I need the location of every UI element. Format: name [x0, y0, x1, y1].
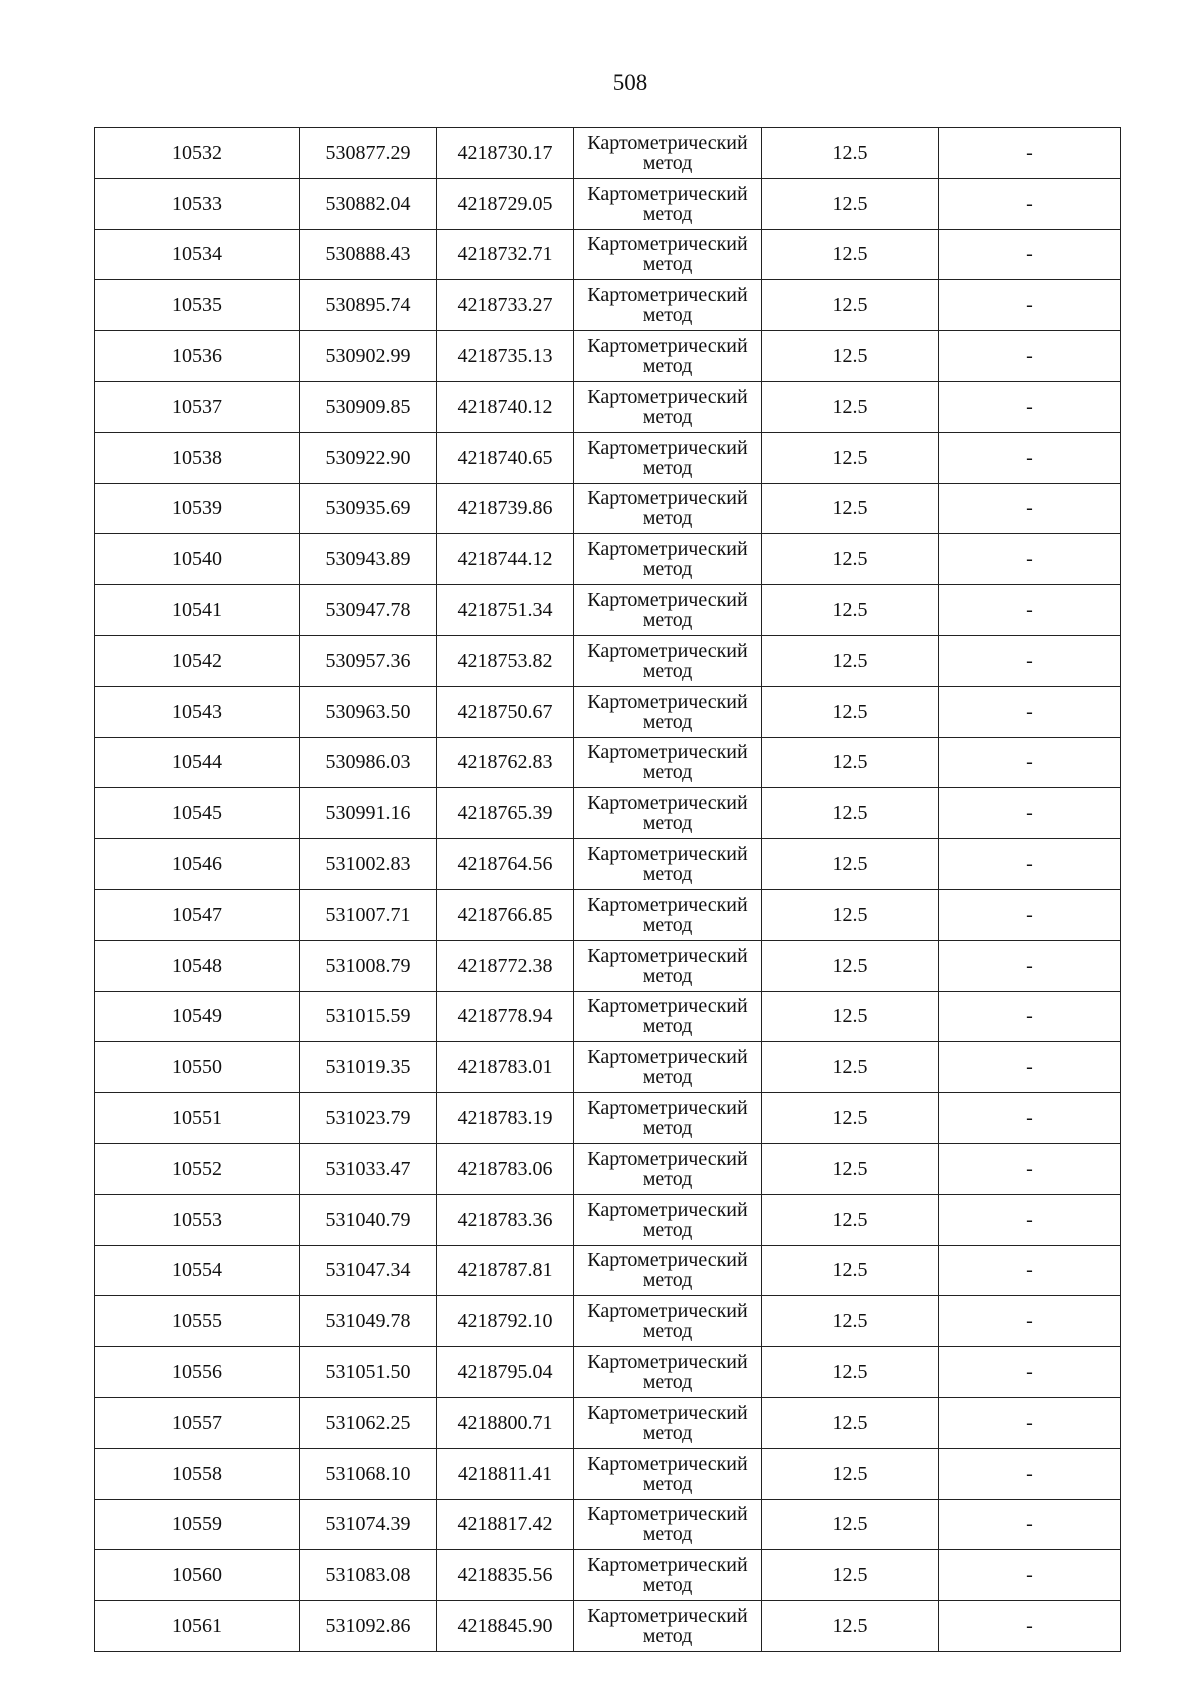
point-id-cell: 10535 [95, 280, 300, 331]
method-line-2: метод [642, 151, 693, 174]
precision-cell: 12.5 [762, 1245, 939, 1296]
precision-cell: 12.5 [762, 585, 939, 636]
method-cell [574, 1093, 762, 1144]
y-coordinate-cell: 4218783.36 [437, 1194, 574, 1245]
table-row [95, 788, 1121, 839]
y-coordinate-cell: 4218751.34 [437, 585, 574, 636]
method-cell [574, 381, 762, 432]
method-line-2: метод [642, 1320, 693, 1343]
table-row [95, 1601, 1121, 1652]
x-coordinate-cell: 530963.50 [300, 686, 437, 737]
table-row [95, 686, 1121, 737]
method-line-2: метод [642, 1269, 693, 1292]
precision-cell: 12.5 [762, 1296, 939, 1347]
note-cell: - [939, 280, 1121, 331]
method-cell [574, 1143, 762, 1194]
method-line-2: метод [642, 253, 693, 276]
x-coordinate-cell: 531049.78 [300, 1296, 437, 1347]
precision-cell: 12.5 [762, 178, 939, 229]
table-row [95, 534, 1121, 585]
method-line-1: Картометрический [587, 233, 748, 256]
table-row [95, 585, 1121, 636]
method-cell [574, 889, 762, 940]
x-coordinate-cell: 531051.50 [300, 1347, 437, 1398]
method-line-1: Картометрический [587, 385, 748, 408]
table-row [95, 1550, 1121, 1601]
method-cell [574, 788, 762, 839]
y-coordinate-cell: 4218730.17 [437, 128, 574, 179]
note-cell: - [939, 1601, 1121, 1652]
table-row [95, 381, 1121, 432]
x-coordinate-cell: 530902.99 [300, 331, 437, 382]
note-cell: - [939, 381, 1121, 432]
y-coordinate-cell: 4218753.82 [437, 635, 574, 686]
y-coordinate-cell: 4218729.05 [437, 178, 574, 229]
method-line-1: Картометрический [587, 1097, 748, 1120]
point-id-cell: 10553 [95, 1194, 300, 1245]
note-cell: - [939, 889, 1121, 940]
table-row [95, 1347, 1121, 1398]
method-cell [574, 1347, 762, 1398]
method-line-2: метод [642, 1117, 693, 1140]
method-line-1: Картометрический [587, 1300, 748, 1323]
table-row [95, 1296, 1121, 1347]
table-row [95, 1042, 1121, 1093]
note-cell: - [939, 1194, 1121, 1245]
note-cell: - [939, 1093, 1121, 1144]
precision-cell: 12.5 [762, 1194, 939, 1245]
x-coordinate-cell: 531092.86 [300, 1601, 437, 1652]
table-row [95, 432, 1121, 483]
precision-cell: 12.5 [762, 1448, 939, 1499]
y-coordinate-cell: 4218778.94 [437, 991, 574, 1042]
precision-cell: 12.5 [762, 1499, 939, 1550]
precision-cell: 12.5 [762, 686, 939, 737]
table-row [95, 1194, 1121, 1245]
x-coordinate-cell: 530909.85 [300, 381, 437, 432]
method-line-1: Картометрический [587, 436, 748, 459]
method-line-2: метод [642, 304, 693, 327]
method-cell [574, 1550, 762, 1601]
point-id-cell: 10555 [95, 1296, 300, 1347]
method-line-1: Картометрический [587, 1554, 748, 1577]
x-coordinate-cell: 530895.74 [300, 280, 437, 331]
method-line-2: метод [642, 1472, 693, 1495]
x-coordinate-cell: 531040.79 [300, 1194, 437, 1245]
method-line-1: Картометрический [587, 1147, 748, 1170]
table-row [95, 178, 1121, 229]
precision-cell: 12.5 [762, 889, 939, 940]
y-coordinate-cell: 4218740.65 [437, 432, 574, 483]
precision-cell: 12.5 [762, 381, 939, 432]
table-row [95, 483, 1121, 534]
y-coordinate-cell: 4218750.67 [437, 686, 574, 737]
method-cell [574, 1245, 762, 1296]
point-id-cell: 10542 [95, 635, 300, 686]
y-coordinate-cell: 4218835.56 [437, 1550, 574, 1601]
coordinates-table [94, 127, 1121, 1652]
precision-cell: 12.5 [762, 331, 939, 382]
x-coordinate-cell: 531047.34 [300, 1245, 437, 1296]
method-line-2: метод [642, 1574, 693, 1597]
x-coordinate-cell: 531074.39 [300, 1499, 437, 1550]
method-line-1: Картометрический [587, 1401, 748, 1424]
table-row [95, 1245, 1121, 1296]
note-cell: - [939, 940, 1121, 991]
note-cell: - [939, 686, 1121, 737]
point-id-cell: 10548 [95, 940, 300, 991]
method-line-1: Картометрический [587, 182, 748, 205]
point-id-cell: 10557 [95, 1397, 300, 1448]
x-coordinate-cell: 530877.29 [300, 128, 437, 179]
precision-cell: 12.5 [762, 991, 939, 1042]
x-coordinate-cell: 531008.79 [300, 940, 437, 991]
x-coordinate-cell: 531019.35 [300, 1042, 437, 1093]
note-cell: - [939, 534, 1121, 585]
method-line-2: метод [642, 710, 693, 733]
method-cell [574, 229, 762, 280]
note-cell: - [939, 1296, 1121, 1347]
note-cell: - [939, 1042, 1121, 1093]
method-line-1: Картометрический [587, 1046, 748, 1069]
y-coordinate-cell: 4218740.12 [437, 381, 574, 432]
method-cell [574, 686, 762, 737]
x-coordinate-cell: 531015.59 [300, 991, 437, 1042]
method-line-1: Картометрический [587, 792, 748, 815]
note-cell: - [939, 991, 1121, 1042]
point-id-cell: 10536 [95, 331, 300, 382]
point-id-cell: 10541 [95, 585, 300, 636]
point-id-cell: 10558 [95, 1448, 300, 1499]
point-id-cell: 10552 [95, 1143, 300, 1194]
y-coordinate-cell: 4218766.85 [437, 889, 574, 940]
x-coordinate-cell: 531062.25 [300, 1397, 437, 1448]
point-id-cell: 10538 [95, 432, 300, 483]
x-coordinate-cell: 530935.69 [300, 483, 437, 534]
precision-cell: 12.5 [762, 280, 939, 331]
note-cell: - [939, 737, 1121, 788]
point-id-cell: 10543 [95, 686, 300, 737]
y-coordinate-cell: 4218845.90 [437, 1601, 574, 1652]
note-cell: - [939, 1245, 1121, 1296]
precision-cell: 12.5 [762, 1347, 939, 1398]
y-coordinate-cell: 4218783.01 [437, 1042, 574, 1093]
point-id-cell: 10544 [95, 737, 300, 788]
method-line-2: метод [642, 405, 693, 428]
note-cell: - [939, 178, 1121, 229]
precision-cell: 12.5 [762, 1601, 939, 1652]
table-row [95, 1143, 1121, 1194]
method-cell [574, 483, 762, 534]
precision-cell: 12.5 [762, 432, 939, 483]
point-id-cell: 10537 [95, 381, 300, 432]
method-line-1: Картометрический [587, 690, 748, 713]
point-id-cell: 10539 [95, 483, 300, 534]
method-line-2: метод [642, 1015, 693, 1038]
x-coordinate-cell: 530957.36 [300, 635, 437, 686]
note-cell: - [939, 1499, 1121, 1550]
method-line-1: Картометрический [587, 284, 748, 307]
method-line-2: метод [642, 507, 693, 530]
method-line-2: метод [642, 456, 693, 479]
method-cell [574, 737, 762, 788]
table-row [95, 1448, 1121, 1499]
y-coordinate-cell: 4218735.13 [437, 331, 574, 382]
method-line-1: Картометрический [587, 741, 748, 764]
note-cell: - [939, 432, 1121, 483]
table-row [95, 1499, 1121, 1550]
method-line-2: метод [642, 1218, 693, 1241]
y-coordinate-cell: 4218787.81 [437, 1245, 574, 1296]
x-coordinate-cell: 531033.47 [300, 1143, 437, 1194]
precision-cell: 12.5 [762, 940, 939, 991]
point-id-cell: 10540 [95, 534, 300, 585]
method-cell [574, 839, 762, 890]
method-cell [574, 178, 762, 229]
method-line-1: Картометрический [587, 893, 748, 916]
point-id-cell: 10561 [95, 1601, 300, 1652]
method-line-1: Картометрический [587, 944, 748, 967]
y-coordinate-cell: 4218783.06 [437, 1143, 574, 1194]
method-cell [574, 128, 762, 179]
precision-cell: 12.5 [762, 1042, 939, 1093]
precision-cell: 12.5 [762, 635, 939, 686]
point-id-cell: 10545 [95, 788, 300, 839]
precision-cell: 12.5 [762, 229, 939, 280]
point-id-cell: 10549 [95, 991, 300, 1042]
method-cell [574, 331, 762, 382]
method-cell [574, 1601, 762, 1652]
precision-cell: 12.5 [762, 1550, 939, 1601]
method-cell [574, 1448, 762, 1499]
x-coordinate-cell: 530947.78 [300, 585, 437, 636]
point-id-cell: 10550 [95, 1042, 300, 1093]
method-cell [574, 635, 762, 686]
y-coordinate-cell: 4218817.42 [437, 1499, 574, 1550]
method-line-1: Картометрический [587, 1198, 748, 1221]
method-cell [574, 432, 762, 483]
method-line-2: метод [642, 1066, 693, 1089]
note-cell: - [939, 1550, 1121, 1601]
y-coordinate-cell: 4218744.12 [437, 534, 574, 585]
table-row [95, 889, 1121, 940]
point-id-cell: 10556 [95, 1347, 300, 1398]
note-cell: - [939, 585, 1121, 636]
point-id-cell: 10551 [95, 1093, 300, 1144]
note-cell: - [939, 331, 1121, 382]
method-line-2: метод [642, 913, 693, 936]
point-id-cell: 10547 [95, 889, 300, 940]
method-line-2: метод [642, 202, 693, 225]
method-cell [574, 1499, 762, 1550]
precision-cell: 12.5 [762, 1093, 939, 1144]
point-id-cell: 10554 [95, 1245, 300, 1296]
y-coordinate-cell: 4218739.86 [437, 483, 574, 534]
y-coordinate-cell: 4218732.71 [437, 229, 574, 280]
x-coordinate-cell: 531083.08 [300, 1550, 437, 1601]
x-coordinate-cell: 531068.10 [300, 1448, 437, 1499]
method-line-1: Картометрический [587, 1605, 748, 1627]
note-cell: - [939, 1143, 1121, 1194]
point-id-cell: 10532 [95, 128, 300, 179]
note-cell: - [939, 128, 1121, 179]
method-line-2: метод [642, 609, 693, 632]
note-cell: - [939, 1347, 1121, 1398]
method-line-2: метод [642, 1167, 693, 1190]
y-coordinate-cell: 4218764.56 [437, 839, 574, 890]
method-cell [574, 1042, 762, 1093]
table-row [95, 128, 1121, 179]
table-row [95, 229, 1121, 280]
method-line-2: метод [642, 761, 693, 784]
method-line-1: Картометрический [587, 1351, 748, 1374]
method-line-1: Картометрический [587, 639, 748, 662]
method-line-2: метод [642, 964, 693, 987]
note-cell: - [939, 839, 1121, 890]
table-row [95, 331, 1121, 382]
x-coordinate-cell: 531002.83 [300, 839, 437, 890]
note-cell: - [939, 788, 1121, 839]
method-line-1: Картометрический [587, 335, 748, 358]
method-line-2: метод [642, 355, 693, 378]
method-line-2: метод [642, 659, 693, 682]
note-cell: - [939, 635, 1121, 686]
table-row [95, 1093, 1121, 1144]
method-line-2: метод [642, 1421, 693, 1444]
page-number: 508 [612, 70, 648, 95]
method-line-1: Картометрический [587, 843, 748, 866]
method-cell [574, 991, 762, 1042]
y-coordinate-cell: 4218783.19 [437, 1093, 574, 1144]
method-line-2: метод [642, 1371, 693, 1394]
x-coordinate-cell: 530943.89 [300, 534, 437, 585]
table-row [95, 991, 1121, 1042]
y-coordinate-cell: 4218733.27 [437, 280, 574, 331]
method-line-1: Картометрический [587, 1503, 748, 1526]
y-coordinate-cell: 4218795.04 [437, 1347, 574, 1398]
note-cell: - [939, 1448, 1121, 1499]
y-coordinate-cell: 4218762.83 [437, 737, 574, 788]
method-cell [574, 534, 762, 585]
method-cell [574, 280, 762, 331]
x-coordinate-cell: 530991.16 [300, 788, 437, 839]
table-row [95, 737, 1121, 788]
table-row [95, 839, 1121, 890]
method-line-1: Картометрический [587, 487, 748, 510]
method-line-2: метод [642, 812, 693, 835]
method-line-1: Картометрический [587, 995, 748, 1018]
method-cell [574, 1397, 762, 1448]
method-line-2: метод [642, 1523, 693, 1546]
method-line-1: Картометрический [587, 538, 748, 561]
x-coordinate-cell: 531007.71 [300, 889, 437, 940]
point-id-cell: 10546 [95, 839, 300, 890]
precision-cell: 12.5 [762, 128, 939, 179]
method-line-1: Картометрический [587, 1452, 748, 1475]
y-coordinate-cell: 4218765.39 [437, 788, 574, 839]
precision-cell: 12.5 [762, 839, 939, 890]
table-row [95, 635, 1121, 686]
x-coordinate-cell: 530888.43 [300, 229, 437, 280]
method-line-2: метод [642, 1625, 693, 1647]
precision-cell: 12.5 [762, 737, 939, 788]
note-cell: - [939, 229, 1121, 280]
y-coordinate-cell: 4218772.38 [437, 940, 574, 991]
point-id-cell: 10560 [95, 1550, 300, 1601]
y-coordinate-cell: 4218800.71 [437, 1397, 574, 1448]
x-coordinate-cell: 531023.79 [300, 1093, 437, 1144]
method-cell [574, 1194, 762, 1245]
table-row [95, 280, 1121, 331]
note-cell: - [939, 1397, 1121, 1448]
y-coordinate-cell: 4218792.10 [437, 1296, 574, 1347]
note-cell: - [939, 483, 1121, 534]
method-line-2: метод [642, 558, 693, 581]
point-id-cell: 10559 [95, 1499, 300, 1550]
method-line-2: метод [642, 863, 693, 886]
method-cell [574, 585, 762, 636]
method-cell [574, 1296, 762, 1347]
precision-cell: 12.5 [762, 483, 939, 534]
point-id-cell: 10533 [95, 178, 300, 229]
x-coordinate-cell: 530922.90 [300, 432, 437, 483]
precision-cell: 12.5 [762, 1143, 939, 1194]
coordinates-table-body [95, 128, 1121, 1652]
precision-cell: 12.5 [762, 1397, 939, 1448]
x-coordinate-cell: 530986.03 [300, 737, 437, 788]
y-coordinate-cell: 4218811.41 [437, 1448, 574, 1499]
method-cell [574, 940, 762, 991]
table-row [95, 1397, 1121, 1448]
method-line-1: Картометрический [587, 1249, 748, 1272]
precision-cell: 12.5 [762, 534, 939, 585]
table-row [95, 940, 1121, 991]
precision-cell: 12.5 [762, 788, 939, 839]
point-id-cell: 10534 [95, 229, 300, 280]
x-coordinate-cell: 530882.04 [300, 178, 437, 229]
method-line-1: Картометрический [587, 131, 748, 154]
method-line-1: Картометрический [587, 589, 748, 612]
